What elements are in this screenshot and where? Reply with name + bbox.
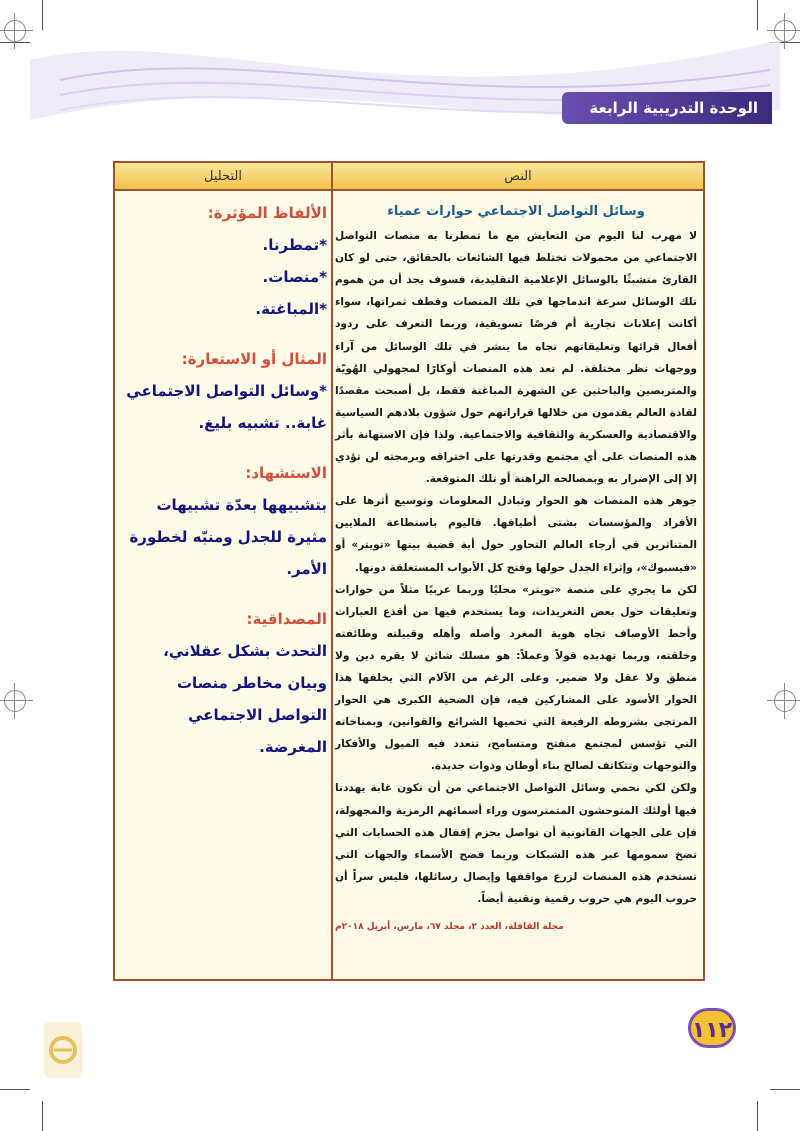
article-paragraph: لا مهرب لنا اليوم من التعايش مع ما تمطرنا به منصات التواصل الاجتماعي من محمولات تختلط فيها الشائعات بالحقائق، حتى لو كان القارئ متشبثًا بالوسائل الإعلامية التقليدية، فسوف يجد أن من هموم تلك الوسائل سرعة اندماجها في تلك المنصات وقطف ثمراتها، سواء أكانت إعلانات تجارية أم فرصًا تسويقية، وربما التعرف على ردود أفعال قرائها وتعليقاتهم تجاه ما ينشر في تلك الوسائل من آراء ووجهات نظر مختلفة. لم تعد هذه المنصات أوكارًا لمجهولي الهُويّة والمتربصين والباحثين عن الشهرة المباغتة فقط، بل أصبحت مقصدًا لقادة العالم يقدمون من خلالها قراراتهم حول شؤون بلادهم السياسية والاقتصادية والعسكرية والثقافية والاجتماعية. ولذا فإن الاستهانة بأثر هذه المنصات على أي مجتمع وقدرتها على اختراقه وبرمجته لن تؤدي إلا إلى الإضرار به وبمصالحه الراهنة أو تلك المتوقعة. [335, 230, 697, 486]
article-paragraph: جوهر هذه المنصات هو الحوار وتبادل المعلومات وتوسيع أثرها على الأفراد والمؤسسات بشتى أطيافها. فاليوم باستطاعة الملايين المتناثرين في أرجاء العالم التحاور حول أية قضية بينها «تويتر» أو «فيسبوك»، وإثراء الجدل حولها وفتح كل الأبواب المستغلقة دونها. [335, 495, 697, 574]
citation-label: الاستشهاد: [245, 464, 327, 482]
crop-mark [42, 1101, 43, 1131]
crop-mark [757, 1101, 758, 1131]
credibility-label: المصداقية: [246, 610, 327, 628]
unit-title-banner: الوحدة التدريبية الرابعة [562, 92, 772, 124]
column-header-analysis: التحليل [115, 163, 331, 191]
crop-mark [770, 1089, 800, 1090]
credibility-text: التحدث بشكل عقلاني، وبيان مخاطر منصات التواصل الاجتماعي المغرضة. [163, 642, 327, 756]
header-swirl-decoration [0, 0, 800, 150]
page-number-badge: ١١٢ [688, 1008, 736, 1048]
words-label: الألفاظ المؤثرة: [207, 204, 327, 222]
article-title: وسائل التواصل الاجتماعي حوارات عمياء [387, 204, 645, 219]
registration-mark [4, 690, 26, 712]
article-paragraph: ولكن لكي نحمي وسائل التواصل الاجتماعي من أن تكون غابة يهددنا فيها أولئك المتوحشون المتمترسون وراء أسمائهم الرمزية والمجهولة، فإن على الجهات القانونية أن تواصل بحزم إقفال هذه الحسابات التي تضخ سمومها عبر هذه الشبكات وربما فضح الأسماء والجهات التي تستخدم هذه المنصات لزرع مواقفها وإيصال رسائلها، فليس سراً أن حروب اليوم هي حروب رقمية وتقنية أيضاً. [335, 782, 697, 905]
metaphor-text: *وسائل التواصل الاجتماعي غابة.. تشبيه بليغ. [126, 382, 327, 432]
word-item: *تمطرنا. [262, 236, 327, 254]
text-analysis-table [113, 161, 705, 981]
citation-text: بتشبيهها بعدّة تشبيهات مثيرة للجدل ومنبّه لخطورة الأمر. [129, 496, 327, 578]
word-item: *منصات. [262, 268, 327, 286]
article-paragraph: لكن ما يجري على منصة «تويتر» محليًا وربما عربيًا مثلاً من حوارات وتعليقات حول بعض التغريدات، وما يستخدم فيها من أقذع العبارات وأحط الأوصاف تجاه هوية المغرد وأصله وأهله وقبيلته وطائفته وخلقته، وربما تهديده قولاً وعملاً: هو مسلك شائن لا يقره دين ولا منطق ولا عقل ولا ضمير. وعلى الرغم من الآلام التي يخلفها هذا الحوار الأسود على المشاركين فيه، فإن الضحية الكبرى هي الحوار المرتجى بشروطه الرفيعة التي تحميها الشرائع والقوانين، وبمناخاته التي تؤسس لمجتمع منفتح ومتسامح، تتعدد فيه الميول والأفكار والتوجهات وتتكاتف لصالح بناء أوطان وذوات جديدة. [335, 583, 697, 773]
word-item: *المباغتة. [255, 300, 327, 318]
article-source: مجلة القافلة، العدد ٢، مجلد ٦٧، مارس، أبريل ٢٠١٨م [335, 922, 564, 932]
metaphor-label: المثال أو الاستعارة: [181, 350, 327, 368]
crop-mark [0, 1089, 30, 1090]
article-text-column [335, 201, 697, 938]
column-divider [331, 191, 333, 979]
publisher-logo-icon [42, 1020, 84, 1080]
column-header-text: النص [331, 163, 703, 191]
analysis-column [119, 197, 327, 763]
registration-mark [774, 690, 796, 712]
